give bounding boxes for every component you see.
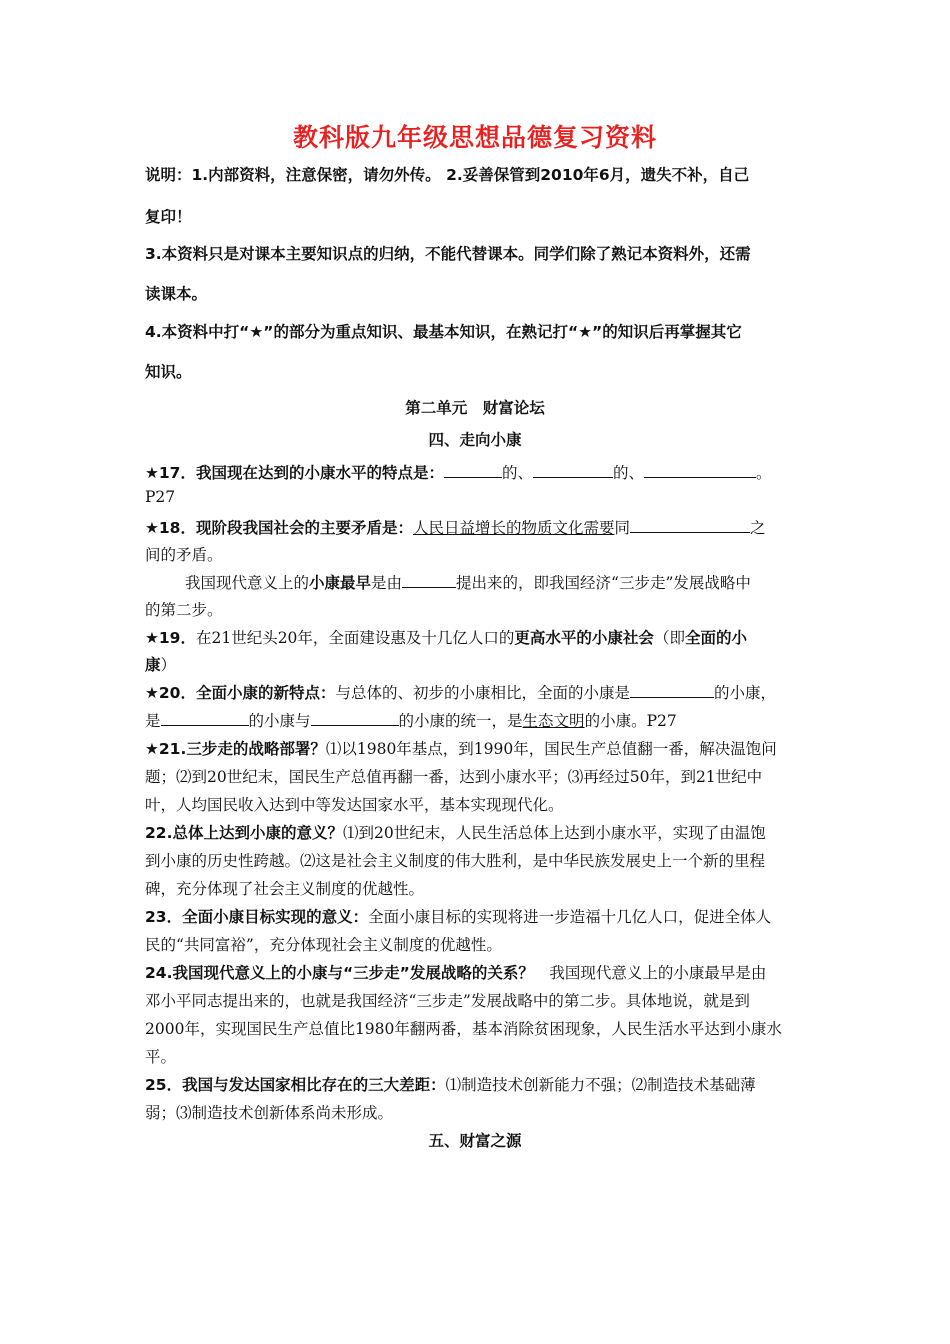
- question-21-line3: 叶，人均国民收入达到中等发达国家水平，基本实现现代化。: [145, 796, 564, 814]
- fill-blank: [311, 711, 399, 726]
- question-22-line3: 碑，充分体现了社会主义制度的优越性。: [145, 880, 425, 898]
- question-label: ★19．: [145, 629, 196, 647]
- text: 的、: [501, 464, 533, 482]
- unit-heading: 第二单元 财富论坛: [405, 399, 545, 417]
- question-20-line2: [145, 709, 825, 731]
- fill-blank: [161, 711, 249, 726]
- bold-text: 全面的小: [684, 629, 747, 647]
- text: ⑴到20世纪末，人民生活总体上达到小康水平，实现了由温饱: [342, 824, 766, 842]
- text: 是: [145, 712, 161, 730]
- question-label: 25．我国与发达国家相比存在的三大差距：: [145, 1076, 446, 1094]
- fill-blank: [630, 518, 750, 533]
- question-24-line4: 平。: [145, 1048, 177, 1066]
- question-label: 24.我国现代意义上的小康与“三步走”发展战略的关系？: [145, 964, 534, 982]
- text: 提出来的，即我国经济“三步走”发展战略中: [456, 574, 751, 592]
- text: 全面小康目标的实现将进一步造福十几亿人口，促进全体人: [368, 908, 772, 926]
- question-label: ★18．现阶段我国社会的主要矛盾是：: [145, 519, 413, 537]
- page-title: 教科版九年级思想品德复习资料: [292, 123, 657, 152]
- note-line: 3.本资料只是对课本主要知识点的归纳，不能代替课本。同学们除了熟记本资料外，还需: [145, 245, 751, 263]
- text: 之: [750, 519, 766, 537]
- question-18-line2: 间的矛盾。: [145, 546, 223, 564]
- question-25-line2: 弱；⑶制造技术创新体系尚未形成。: [145, 1104, 394, 1122]
- text: 的小康，: [713, 684, 776, 702]
- text: （即: [653, 629, 685, 647]
- question-22: [145, 821, 825, 843]
- text: 我国现代意义上的: [185, 574, 310, 592]
- note-line: 说明：1.内部资料，注意保密，请勿外传。 2.妥善保管到2010年6月，遗失不补，自己: [145, 166, 750, 184]
- paragraph-line2: 的第二步。: [145, 601, 223, 619]
- text: 的、: [612, 464, 644, 482]
- fill-blank: [402, 573, 456, 588]
- page-ref: P27: [145, 488, 176, 506]
- text: 在21世纪头20年，全面建设惠及十几亿人口的: [195, 629, 515, 647]
- fill-blank: [644, 463, 756, 478]
- bold-text: 小康最早: [309, 574, 372, 592]
- text: 。: [756, 464, 772, 482]
- section-heading: 五、财富之源: [428, 1132, 522, 1150]
- question-19-line2: [145, 653, 825, 675]
- text: ⑴以1980年基点，到1990年，国民生产总值翻一番，解决温饱问: [325, 740, 777, 758]
- question-25: [145, 1073, 825, 1095]
- question-label: ★21.三步走的战略部署？: [145, 740, 326, 758]
- fill-blank: [630, 683, 714, 698]
- question-22-line2: 到小康的历史性跨越。⑵这是社会主义制度的伟大胜利，是中华民族发展史上一个新的里程: [145, 852, 766, 870]
- question-label: ★20．全面小康的新特点：: [145, 684, 336, 702]
- question-label: ★17．我国现在达到的小康水平的特点是：: [145, 464, 444, 482]
- bold-text: 更高水平的小康社会: [514, 629, 654, 647]
- question-23-line2: 民的“共同富裕”，充分体现社会主义制度的优越性。: [145, 936, 502, 954]
- underlined-text: 人民日益增长的物质文化需要: [412, 519, 615, 537]
- text: 同: [614, 519, 630, 537]
- text: 的小康的统一，是: [398, 712, 523, 730]
- question-label: 23．全面小康目标实现的意义：: [145, 908, 369, 926]
- bold-text: 康: [145, 656, 161, 674]
- underlined-text: 生态文明: [522, 712, 585, 730]
- fill-blank: [533, 463, 613, 478]
- question-20: [145, 681, 825, 703]
- paragraph-xiaokang: [185, 571, 865, 593]
- section-heading: 四、走向小康: [428, 431, 522, 449]
- text: 与总体的、初步的小康相比，全面的小康是: [335, 684, 630, 702]
- text: 的小康与: [248, 712, 311, 730]
- question-24-line3: 2000年，实现国民生产总值比1980年翻两番，基本消除贫困现象，人民生活水平达到小康水: [145, 1020, 782, 1038]
- note-line: 知识。: [145, 363, 192, 381]
- text: 是由: [371, 574, 403, 592]
- note-line: 4.本资料中打“★”的部分为重点知识、最基本知识，在熟记打“★”的知识后再掌握其它: [145, 323, 742, 341]
- question-24-line2: 邓小平同志提出来的，也就是我国经济“三步走”发展战略中的第二步。具体地说，就是到: [145, 992, 750, 1010]
- question-19: [145, 626, 825, 648]
- note-line: 读课本。: [145, 285, 208, 303]
- fill-blank: [444, 463, 502, 478]
- question-17: [145, 461, 825, 483]
- text: 的小康。P27: [584, 712, 677, 730]
- note-line: 复印！: [145, 208, 192, 226]
- text: ⑴制造技术创新能力不强；⑵制造技术基础薄: [445, 1076, 756, 1094]
- question-label: 22.总体上达到小康的意义？: [145, 824, 343, 842]
- question-18: [145, 516, 825, 538]
- question-23: [145, 905, 825, 927]
- question-21: [145, 737, 825, 759]
- text: ）: [160, 656, 177, 674]
- question-21-line2: 题；⑵到20世纪末，国民生产总值再翻一番，达到小康水平；⑶再经过50年，到21世纪中: [145, 768, 763, 786]
- question-24: [145, 961, 825, 983]
- text: 我国现代意义上的小康最早是由: [533, 964, 767, 982]
